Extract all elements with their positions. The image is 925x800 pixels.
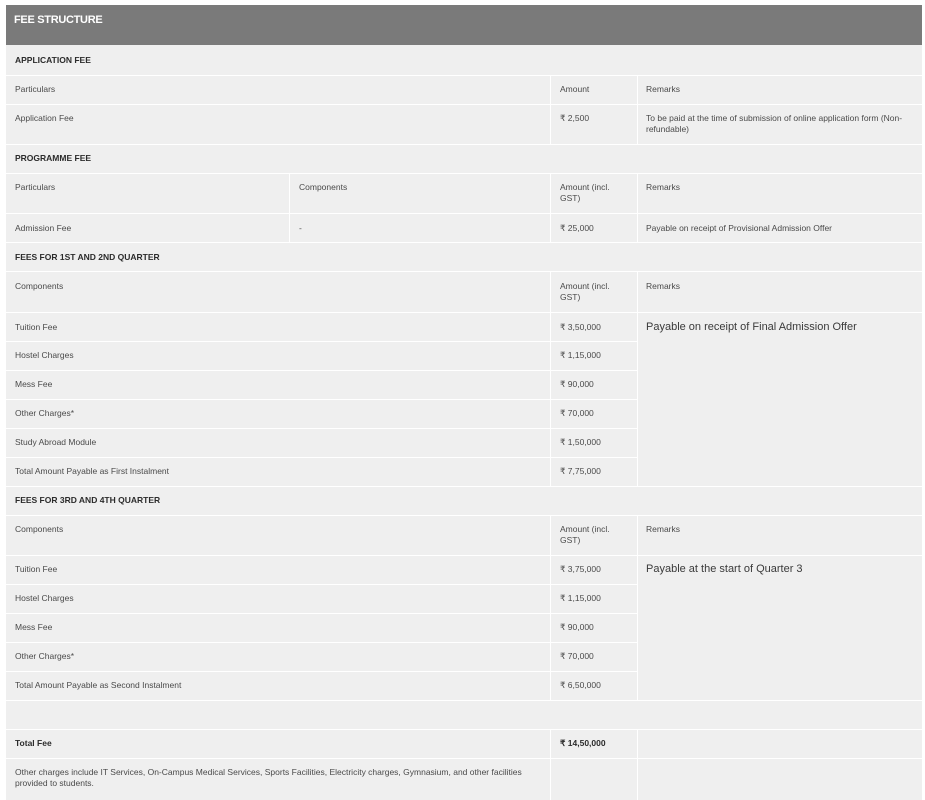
column-divider (550, 729, 551, 800)
row-divider (6, 341, 638, 342)
row-divider (6, 144, 922, 145)
table-row-amount: ₹ 1,15,000 (560, 593, 601, 603)
row-divider (6, 173, 922, 174)
admission-fee-remarks: Payable on receipt of Provisional Admission Offer (646, 223, 832, 233)
row-divider (6, 399, 638, 400)
column-header-components: Components (15, 524, 64, 534)
row-divider (6, 271, 922, 272)
quarter-3-4-remarks: Payable at the start of Quarter 3 (646, 563, 803, 575)
total-fee-label: Total Fee (15, 738, 52, 748)
table-row-amount: ₹ 70,000 (560, 651, 594, 661)
row-divider (6, 428, 638, 429)
row-divider (6, 700, 922, 701)
column-header-remarks: Remarks (646, 281, 681, 291)
application-fee-amount: ₹ 2,500 (560, 113, 590, 123)
total-fee-amount: ₹ 14,50,000 (560, 738, 606, 748)
table-row-amount: ₹ 70,000 (560, 408, 594, 418)
row-divider (6, 312, 922, 313)
table-row-label: Hostel Charges (15, 593, 74, 603)
row-divider (6, 242, 922, 243)
application-fee-label: Application Fee (15, 113, 74, 123)
table-row-amount: ₹ 90,000 (560, 622, 594, 632)
admission-fee-amount: ₹ 25,000 (560, 223, 594, 233)
column-divider (637, 75, 638, 144)
column-divider (550, 75, 551, 144)
table-row-amount: ₹ 3,75,000 (560, 564, 601, 574)
section-heading-quarter-3-4: FEES FOR 3RD AND 4TH QUARTER (15, 495, 161, 505)
column-divider (550, 173, 551, 242)
row-divider (6, 486, 922, 487)
table-row-label: Hostel Charges (15, 350, 74, 360)
column-divider (637, 173, 638, 242)
column-header-amount: Amount (incl. GST) (560, 281, 610, 302)
admission-fee-component: - (299, 223, 302, 233)
page-title: FEE STRUCTURE (6, 5, 922, 45)
section-heading-quarter-1-2: FEES FOR 1ST AND 2ND QUARTER (15, 252, 160, 262)
quarter-1-2-remarks: Payable on receipt of Final Admission Offer (646, 321, 857, 333)
table-row-amount: ₹ 1,15,000 (560, 350, 601, 360)
row-divider (6, 671, 638, 672)
table-row-label: Mess Fee (15, 622, 53, 632)
column-header-particulars: Particulars (15, 182, 56, 192)
column-divider (550, 271, 551, 486)
row-divider (6, 642, 638, 643)
table-row-label: Total Amount Payable as Second Instalment (15, 680, 182, 690)
table-row-amount: ₹ 7,75,000 (560, 466, 601, 476)
row-divider (6, 515, 922, 516)
table-row-amount: ₹ 1,50,000 (560, 437, 601, 447)
row-divider (6, 584, 638, 585)
row-divider (6, 104, 922, 105)
column-header-remarks: Remarks (646, 524, 681, 534)
table-row-label: Other Charges* (15, 408, 75, 418)
table-row-label: Study Abroad Module (15, 437, 97, 447)
row-divider (6, 213, 922, 214)
row-divider (6, 758, 922, 759)
column-header-amount: Amount (incl. GST) (560, 182, 610, 203)
column-header-amount: Amount (incl. GST) (560, 524, 610, 545)
row-divider (6, 370, 638, 371)
table-row-label: Tuition Fee (15, 564, 58, 574)
table-row-label: Mess Fee (15, 379, 53, 389)
section-heading-programme-fee: PROGRAMME FEE (15, 153, 92, 163)
column-divider (289, 173, 290, 242)
row-divider (6, 555, 922, 556)
admission-fee-label: Admission Fee (15, 223, 72, 233)
table-row-label: Total Amount Payable as First Instalment (15, 466, 170, 476)
table-row-amount: ₹ 90,000 (560, 379, 594, 389)
column-header-remarks: Remarks (646, 84, 681, 94)
row-divider (6, 729, 922, 730)
application-fee-remarks: To be paid at the time of submission of online application form (Non-refundable) (646, 113, 903, 134)
table-row-label: Tuition Fee (15, 322, 58, 332)
column-header-amount: Amount (560, 84, 590, 94)
table-row-label: Other Charges* (15, 651, 75, 661)
column-divider (550, 515, 551, 700)
column-header-components: Components (15, 281, 64, 291)
column-divider (637, 729, 638, 800)
row-divider (6, 75, 922, 76)
section-heading-application-fee: APPLICATION FEE (15, 55, 91, 65)
other-charges-footnote: Other charges include IT Services, On-Campus Medical Services, Sports Facilities, Electricity charges, Gymnasium, and other facilities provided to students. (15, 767, 522, 788)
column-header-remarks: Remarks (646, 182, 681, 192)
column-divider (637, 271, 638, 486)
row-divider (6, 613, 638, 614)
column-header-components: Components (299, 182, 348, 192)
column-header-particulars: Particulars (15, 84, 56, 94)
table-row-amount: ₹ 3,50,000 (560, 322, 601, 332)
table-row-amount: ₹ 6,50,000 (560, 680, 601, 690)
column-divider (637, 515, 638, 700)
row-divider (6, 457, 638, 458)
fee-structure-table (6, 45, 922, 800)
